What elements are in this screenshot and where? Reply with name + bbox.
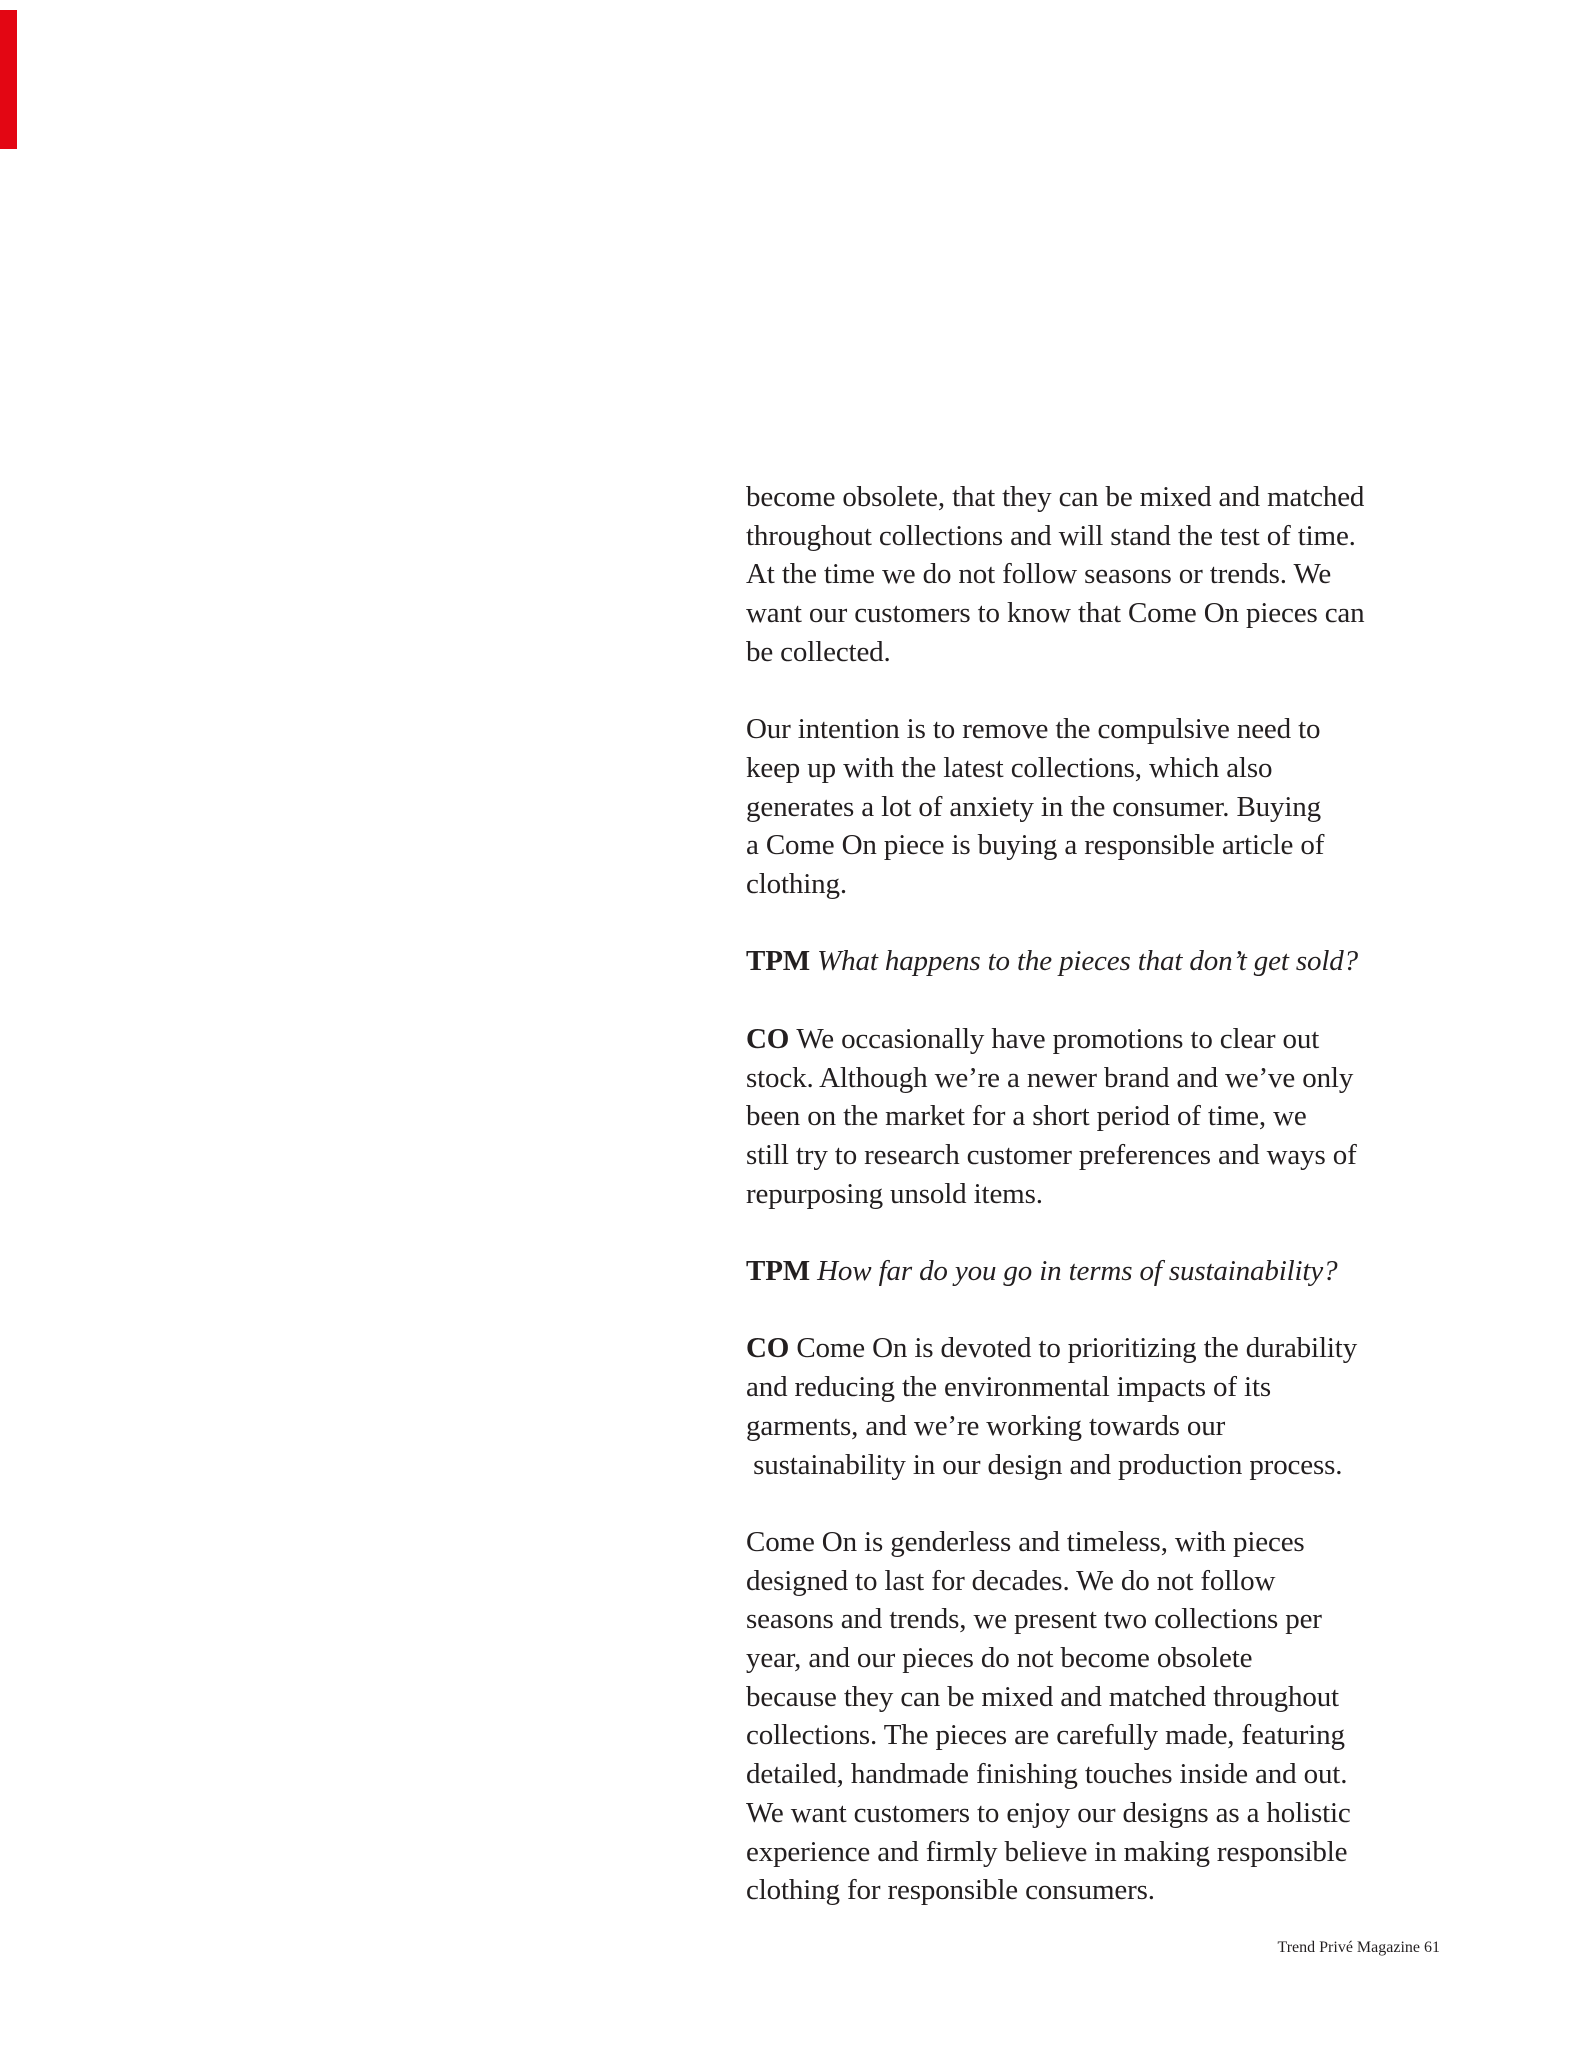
- text-line: detailed, handmade finishing touches inside and out.: [746, 1758, 1348, 1791]
- text-line: How far do you go in terms of sustainability?: [817, 1255, 1338, 1287]
- text-line: clothing for responsible consumers.: [746, 1874, 1155, 1907]
- text-line: year, and our pieces do not become obsolete: [746, 1642, 1253, 1674]
- text-line: repurposing unsold items.: [746, 1177, 1043, 1210]
- text-line: What happens to the pieces that don’t get sold?: [817, 945, 1358, 978]
- body-paragraph: [746, 710, 1536, 904]
- text-line: still try to research customer preferences and ways of: [746, 1138, 1357, 1171]
- interview-answer: [746, 1329, 1536, 1484]
- speaker-prefix: CO: [746, 1332, 797, 1365]
- magazine-name-page-number: Trend Privé Magazine 61: [1277, 1939, 1440, 1956]
- interview-question: [746, 942, 1536, 981]
- text-line: seasons and trends, we present two collections per: [746, 1603, 1322, 1636]
- text-line: be collected.: [746, 635, 891, 668]
- text-line: stock. Although we’re a newer brand and we’ve only: [746, 1061, 1354, 1094]
- text-line: We want customers to enjoy our designs as a holistic: [746, 1796, 1351, 1829]
- text-line: collections. The pieces are carefully made, featuring: [746, 1719, 1345, 1752]
- text-line: and reducing the environmental impacts of its: [746, 1371, 1271, 1404]
- speaker-prefix: TPM: [746, 1255, 818, 1287]
- speaker-prefix: TPM: [746, 945, 818, 978]
- text-line: been on the market for a short period of time, we: [746, 1100, 1307, 1133]
- text-line: throughout collections and will stand the test of time.: [746, 519, 1356, 552]
- text-line: garments, and we’re working towards our: [746, 1409, 1226, 1442]
- text-line: want our customers to know that Come On pieces can: [746, 597, 1365, 630]
- text-line: clothing.: [746, 868, 847, 901]
- text-line: designed to last for decades. We do not follow: [746, 1564, 1276, 1597]
- body-paragraph: [746, 1523, 1536, 1910]
- text-line: generates a lot of anxiety in the consumer. Buying: [746, 790, 1322, 823]
- text-line: We occasionally have promotions to clear out: [796, 1022, 1320, 1055]
- text-line: Come On is devoted to prioritizing the durability: [796, 1332, 1358, 1365]
- interview-question: [746, 1252, 1536, 1291]
- text-line: because they can be mixed and matched throughout: [746, 1680, 1339, 1713]
- speaker-prefix: CO: [746, 1022, 797, 1055]
- article-column: [746, 478, 1536, 1910]
- text-line: Come On is genderless and timeless, with pieces: [746, 1525, 1305, 1558]
- text-line: a Come On piece is buying a responsible article of: [746, 829, 1325, 862]
- text-line: At the time we do not follow seasons or trends. We: [746, 558, 1332, 591]
- interview-answer: [746, 1020, 1536, 1214]
- page-footer: [1278, 1938, 1441, 1958]
- text-line: become obsolete, that they can be mixed and matched: [746, 481, 1365, 513]
- text-line: sustainability in our design and production process.: [746, 1448, 1343, 1481]
- body-paragraph: [746, 478, 1536, 672]
- text-line: Our intention is to remove the compulsive need to: [746, 713, 1321, 746]
- text-line: experience and firmly believe in making responsible: [746, 1835, 1348, 1868]
- text-line: keep up with the latest collections, which also: [746, 751, 1273, 784]
- red-bleed-mark: [0, 10, 17, 149]
